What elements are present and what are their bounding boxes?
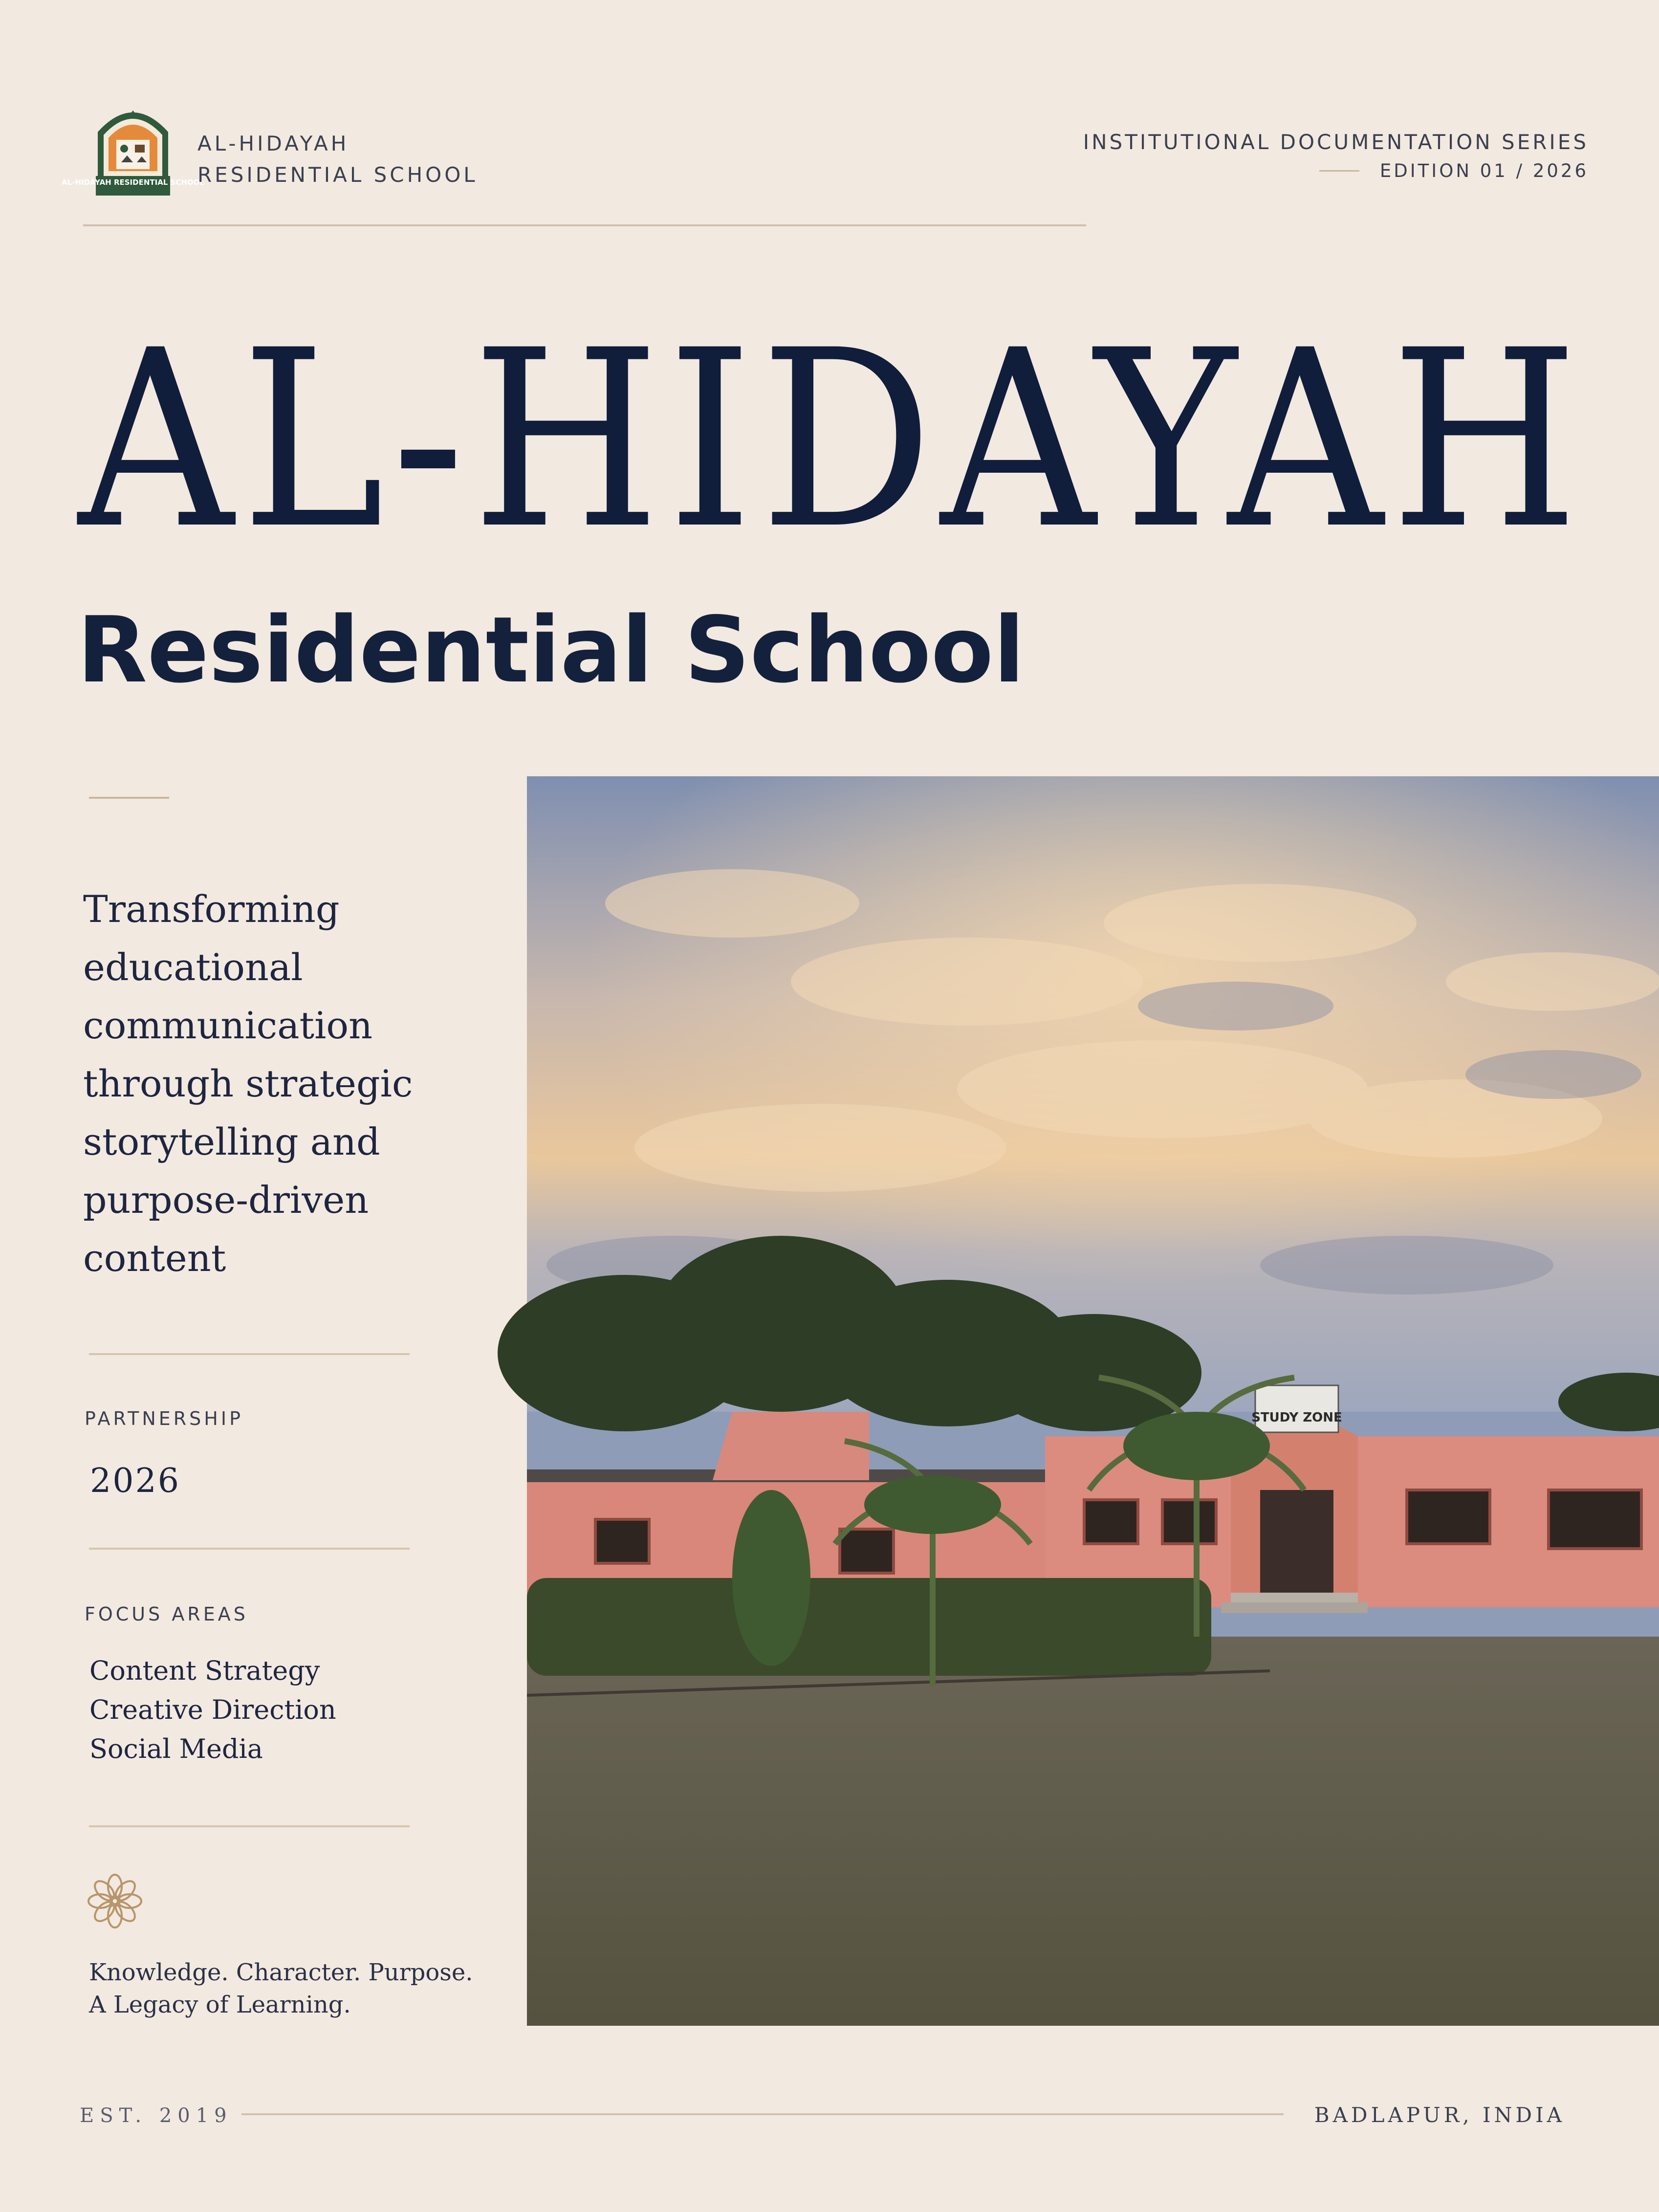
section-divider (89, 1548, 410, 1550)
school-name-line1: AL-HIDAYAH (197, 131, 349, 155)
edition-row (1319, 160, 1589, 181)
partnership-label: PARTNERSHIP (85, 1408, 243, 1429)
focus-item: Social Media (89, 1733, 263, 1764)
partnership-year: 2026 (90, 1462, 181, 1500)
study-zone-sign: STUDY ZONE (1251, 1410, 1342, 1425)
tagline-line: purpose-driven (83, 1178, 369, 1222)
school-crest-icon (61, 98, 205, 197)
established-year: EST. 2019 (80, 2104, 233, 2127)
section-divider (89, 1353, 410, 1355)
motto-line2: A Legacy of Learning. (89, 1991, 351, 2018)
tagline (83, 880, 445, 1287)
flower-ornament-icon (86, 1872, 144, 1930)
focus-areas-label: FOCUS AREAS (85, 1603, 248, 1625)
sub-title: Residential School (77, 597, 1025, 703)
tagline-line: storytelling and (83, 1120, 380, 1163)
edition-label: EDITION 01 / 2026 (1379, 160, 1589, 181)
location: BADLAPUR, INDIA (1314, 2103, 1565, 2127)
series-title: INSTITUTIONAL DOCUMENTATION SERIES (1083, 130, 1589, 154)
focus-item: Content Strategy (89, 1655, 320, 1686)
tagline-line: educational (83, 945, 303, 989)
section-divider (89, 1825, 410, 1827)
header-divider (83, 224, 1086, 226)
focus-item: Creative Direction (89, 1694, 336, 1725)
tagline-line: Transforming (83, 887, 340, 931)
footer-divider (241, 2113, 1284, 2115)
tagline-line: through strategic (83, 1062, 413, 1105)
logo-text: AL-HIDAYAH RESIDENTIAL SCHOOL (61, 178, 205, 187)
edition-dash (1319, 170, 1359, 172)
motto (89, 1956, 490, 2021)
motto-line1: Knowledge. Character. Purpose. (89, 1959, 473, 1986)
tagline-line: communication (83, 1004, 373, 1047)
short-divider (89, 797, 169, 799)
school-name (197, 128, 478, 191)
tagline-line: content (83, 1236, 226, 1280)
school-photo (527, 776, 1659, 2026)
school-name-line2: RESIDENTIAL SCHOOL (197, 163, 478, 187)
focus-areas-list (89, 1651, 336, 1769)
main-title: AL-HIDAYAH (78, 298, 1587, 582)
